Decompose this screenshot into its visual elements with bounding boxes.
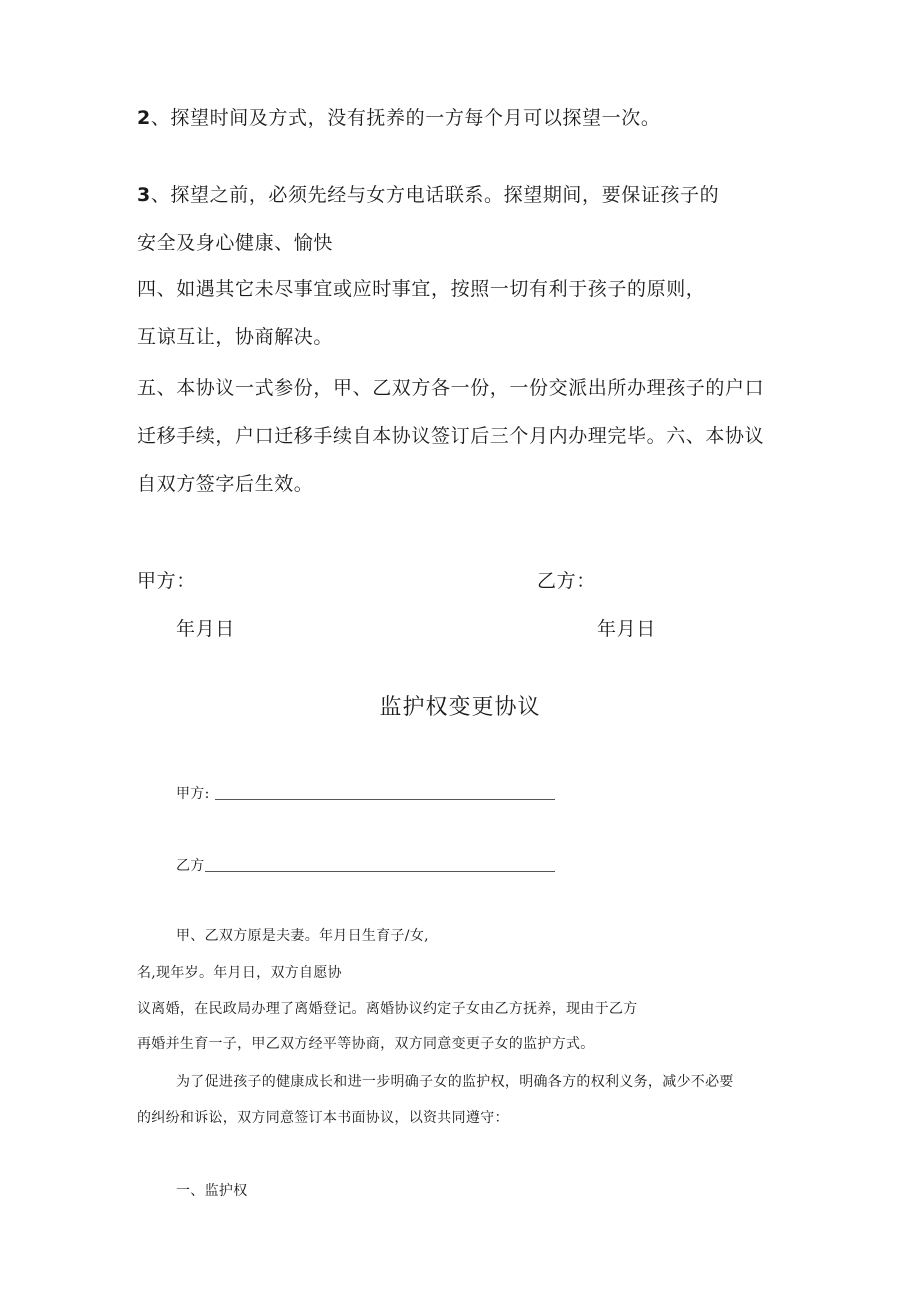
section-4-line-2: 互谅互让，协商解决。: [137, 326, 334, 348]
party-a-blank-line: [215, 799, 555, 800]
clause-item-3: [137, 180, 719, 207]
clause-text: 、探望时间及方式，没有抚养的一方每个月可以探望一次。: [150, 107, 661, 129]
clause-text: 、探望之前，必须先经与女方电话联系。探望期间，要保证孩子的: [150, 184, 720, 206]
paragraph-1-line-2: 名,现年岁。年月日，双方自愿协: [137, 965, 342, 981]
party-b-blank-line: [205, 871, 555, 872]
party-a-field-label: 甲方:: [176, 786, 210, 802]
section-5-line-2: 迁移手续，户口迁移手续自本协议签订后三个月内办理完毕。六、本协议: [137, 425, 765, 447]
page-title: 监护权变更协议: [379, 695, 541, 720]
party-a-date: 年月日: [176, 618, 235, 640]
clause-item-2: [137, 103, 660, 130]
paragraph-2-line-2: 的纠纷和诉讼，双方同意签订本书面协议，以资共同遵守：: [137, 1110, 509, 1126]
paragraph-1-line-1: 甲、乙双方原是夫妻。年月日生育子/女,: [176, 928, 429, 944]
section-4-line-1: 四、如遇其它未尽事宜或应时事宜，按照一切有利于孩子的原则，: [137, 278, 706, 300]
party-b-date: 年月日: [597, 618, 656, 640]
clause-number: 2: [137, 107, 151, 129]
section-5-line-3: 自双方签字后生效。: [137, 473, 314, 495]
section-1-heading: 一、监护权: [176, 1183, 248, 1199]
paragraph-1-line-4: 再婚并生育一子，甲乙双方经平等协商，双方同意变更子女的监护方式。: [137, 1036, 595, 1052]
clause-number: 3: [137, 184, 151, 206]
party-b-field-label: 乙方: [176, 858, 205, 874]
party-a-signature-label: 甲方：: [137, 570, 196, 592]
clause-item-3-cont: 安全及身心健康、愉快: [137, 232, 334, 254]
paragraph-2-line-1: 为了促进孩子的健康成长和进一步明确子女的监护权，明确各方的权利义务，减少不必要: [176, 1074, 734, 1090]
section-5-line-1: 五、本协议一式参份，甲、乙双方各一份，一份交派出所办理孩子的户口: [137, 377, 765, 399]
paragraph-1-line-3: 议离婚，在民政局办理了离婚登记。离婚协议约定子女由乙方抚养，现由于乙方: [137, 1001, 638, 1017]
party-b-signature-label: 乙方：: [537, 570, 596, 592]
